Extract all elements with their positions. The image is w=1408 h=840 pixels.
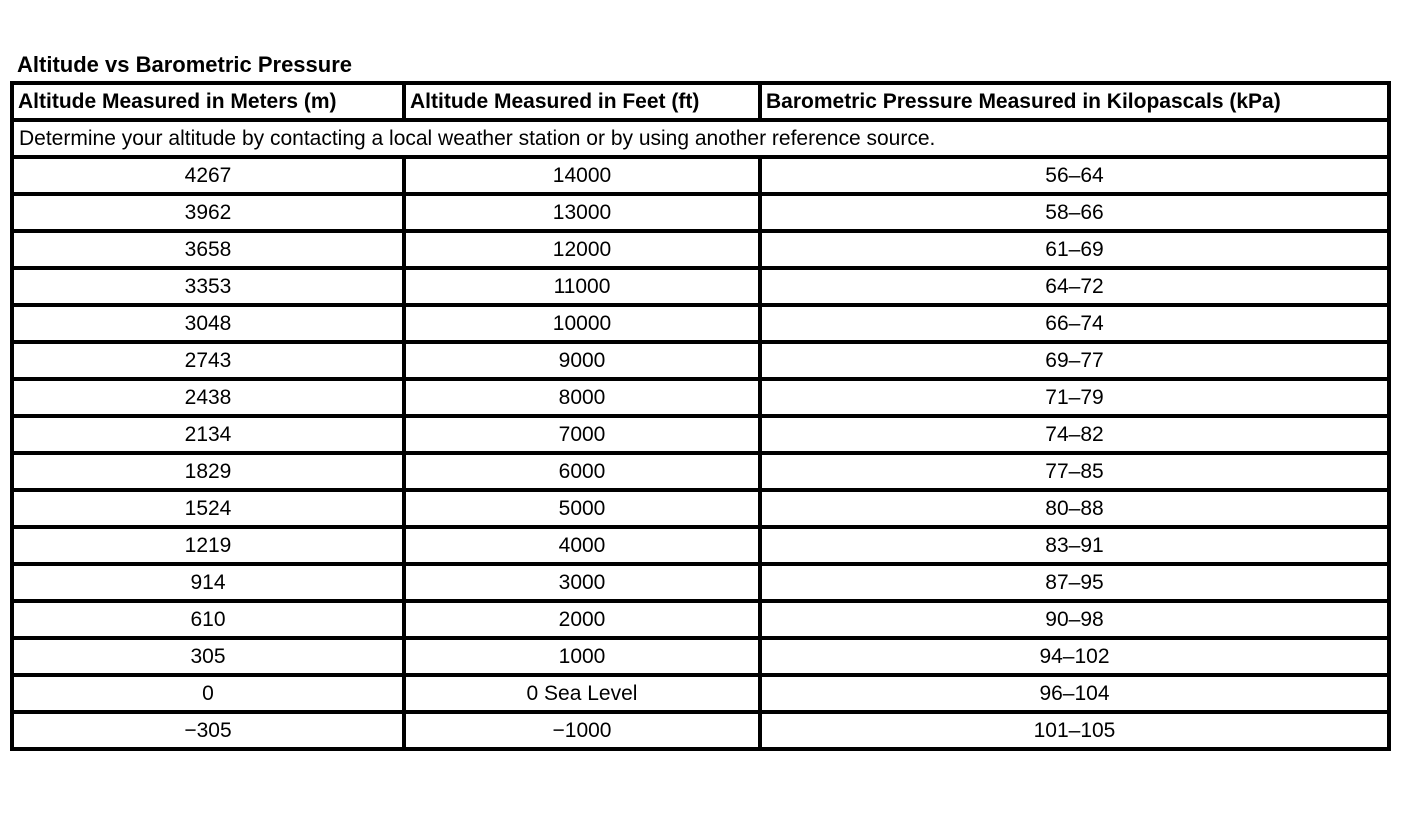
table-row [12,712,1389,749]
table-row [12,231,1389,268]
table-row [12,638,1389,675]
cell-meters: 4267 [12,157,404,194]
table-row [12,268,1389,305]
table-row [12,601,1389,638]
cell-feet: 3000 [404,564,760,601]
table-row [12,157,1389,194]
cell-feet: 13000 [404,194,760,231]
cell-kpa: 96–104 [760,675,1389,712]
table-row [12,527,1389,564]
header-kpa: Barometric Pressure Measured in Kilopascals (kPa) [760,83,1389,120]
table-row [12,305,1389,342]
cell-meters: 2743 [12,342,404,379]
cell-kpa: 77–85 [760,453,1389,490]
cell-meters: 1829 [12,453,404,490]
cell-feet: 5000 [404,490,760,527]
cell-kpa: 71–79 [760,379,1389,416]
table-row [12,416,1389,453]
cell-kpa: 87–95 [760,564,1389,601]
cell-kpa: 80–88 [760,490,1389,527]
cell-feet: 2000 [404,601,760,638]
cell-meters: 914 [12,564,404,601]
cell-meters: 3658 [12,231,404,268]
cell-meters: 1219 [12,527,404,564]
cell-kpa: 64–72 [760,268,1389,305]
cell-feet: 11000 [404,268,760,305]
cell-kpa: 74–82 [760,416,1389,453]
note-text: Determine your altitude by contacting a local weather station or by using another reference source. [12,120,1389,157]
cell-meters: 3353 [12,268,404,305]
table-row [12,564,1389,601]
cell-meters: 610 [12,601,404,638]
cell-kpa: 83–91 [760,527,1389,564]
cell-meters: 2438 [12,379,404,416]
cell-kpa: 90–98 [760,601,1389,638]
table-title: Altitude vs Barometric Pressure [17,52,353,77]
cell-feet: 4000 [404,527,760,564]
table-row [12,194,1389,231]
note-row [12,120,1389,157]
cell-feet: 12000 [404,231,760,268]
cell-meters: 305 [12,638,404,675]
header-feet: Altitude Measured in Feet (ft) [404,83,760,120]
cell-feet: 0 Sea Level [404,675,760,712]
cell-meters: −305 [12,712,404,749]
cell-kpa: 101–105 [760,712,1389,749]
cell-kpa: 94–102 [760,638,1389,675]
header-meters: Altitude Measured in Meters (m) [12,83,404,120]
cell-feet: 10000 [404,305,760,342]
cell-kpa: 56–64 [760,157,1389,194]
cell-feet: 8000 [404,379,760,416]
table-row [12,675,1389,712]
header-row [12,83,1389,120]
cell-meters: 3962 [12,194,404,231]
cell-feet: 7000 [404,416,760,453]
cell-kpa: 58–66 [760,194,1389,231]
cell-feet: 1000 [404,638,760,675]
cell-kpa: 61–69 [760,231,1389,268]
cell-kpa: 66–74 [760,305,1389,342]
cell-meters: 2134 [12,416,404,453]
cell-meters: 1524 [12,490,404,527]
cell-meters: 0 [12,675,404,712]
table-row [12,379,1389,416]
altitude-pressure-table [10,81,1391,751]
table-row [12,453,1389,490]
table-row [12,490,1389,527]
table-row [12,342,1389,379]
cell-feet: 6000 [404,453,760,490]
cell-kpa: 69–77 [760,342,1389,379]
cell-meters: 3048 [12,305,404,342]
cell-feet: −1000 [404,712,760,749]
cell-feet: 14000 [404,157,760,194]
cell-feet: 9000 [404,342,760,379]
